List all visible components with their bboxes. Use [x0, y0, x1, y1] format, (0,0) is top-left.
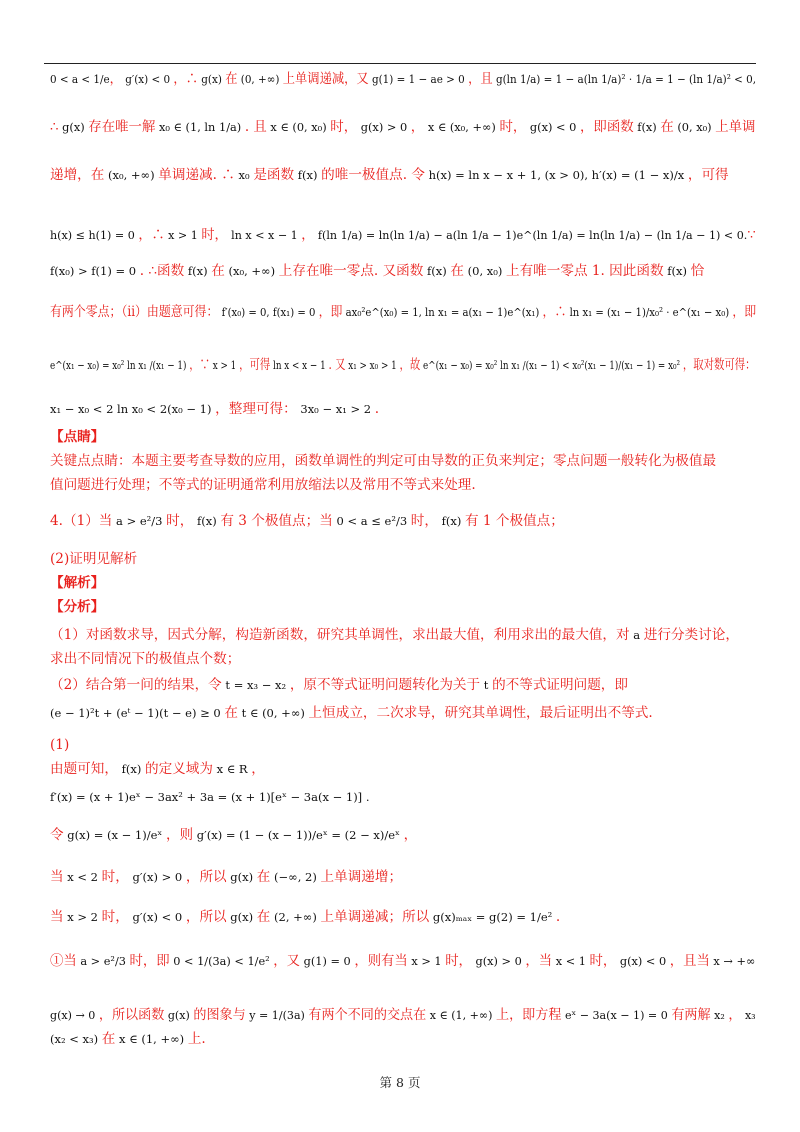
text-span: ，取对数可得：: [682, 357, 756, 373]
text-span: ，: [301, 227, 315, 243]
text-line: [50, 550, 756, 568]
text-span: 时，: [499, 119, 527, 135]
text-span: (1): [50, 737, 70, 753]
text-span: 上有唯一零点 1. 因此函数: [506, 263, 664, 279]
math-formula: 0 < a < 1/e: [50, 72, 110, 86]
text-span: 在: [450, 263, 464, 279]
math-formula: x → +∞: [709, 954, 756, 968]
text-span: ，所以: [185, 869, 227, 885]
text-span: 求出不同情况下的极值点个数；: [50, 651, 241, 667]
math-formula: x₁ − x₀ < 2 ln x₀ < 2(x₀ − 1): [50, 402, 216, 416]
text-span: 在: [256, 909, 271, 925]
text-line: [50, 226, 756, 244]
math-formula: f(x): [193, 514, 221, 528]
math-formula: y = 1/(3a): [245, 1008, 309, 1022]
text-span: ，故: [399, 357, 421, 373]
math-formula: g′(x) < 0: [121, 72, 174, 86]
math-formula: g(x) = (x − 1)/eˣ: [63, 828, 166, 842]
math-formula: g′(x) < 0: [128, 910, 186, 924]
math-formula: (0, x₀): [463, 264, 506, 278]
text-line: [50, 400, 756, 418]
text-span: ∵: [747, 227, 756, 243]
text-span: （1）对函数求导，因式分解，构造新函数，研究其单调性，求出最大值，利用求出的最大值，对: [50, 627, 630, 643]
text-line: [50, 952, 756, 970]
text-span: ，所以: [185, 909, 227, 925]
math-formula: g′(x) = (1 − (x − 1))/eˣ = (2 − x)/eˣ: [193, 828, 404, 842]
text-span: 时，: [445, 953, 472, 969]
text-span: 的定义域为: [145, 761, 213, 777]
math-formula: 3x₀ − x₁ > 2: [296, 402, 375, 416]
text-span: 令: [50, 827, 64, 843]
math-formula: g(ln 1/a) = 1 − a(ln 1/a)² · 1/a = 1 − (ln 1/a)² < 0,: [492, 72, 757, 86]
text-span: ，可得: [239, 357, 271, 373]
math-formula: g(1) = 0: [300, 954, 355, 968]
text-span: ，即函数: [579, 119, 634, 135]
text-span: ，所以函数: [98, 1007, 165, 1023]
math-formula: g(x) → 0: [50, 1008, 99, 1022]
text-span: 在: [224, 705, 238, 721]
text-span: ，: [109, 71, 122, 87]
math-formula: ln x < x − 1: [270, 358, 329, 372]
math-formula: g(x): [226, 870, 257, 884]
text-span: 有 3 个极值点；当: [220, 513, 333, 529]
math-formula: (0, x₀): [673, 120, 716, 134]
text-span: ，则有当: [354, 953, 408, 969]
math-formula: g(x)ₘₐₓ = g(2) = 1/e²: [429, 910, 556, 924]
text-line: [50, 1006, 756, 1024]
math-formula: x ∈ (x₀, +∞): [424, 120, 500, 134]
text-span: 是函数: [253, 167, 295, 183]
math-formula: f(x₀) > f(1) = 0: [50, 264, 140, 278]
math-formula: ln x₁ = (x₁ − 1)/x₀² · e^(x₁ − x₀): [566, 305, 733, 319]
text-line: [50, 303, 757, 321]
text-span: 递增，在: [50, 167, 105, 183]
math-formula: h(x) = ln x − x + 1, (x > 0), h′(x) = (1 − x)/x: [424, 168, 688, 182]
math-formula: f(x): [117, 762, 145, 776]
text-span: . 又: [328, 357, 346, 373]
text-span: 有 1 个极值点；: [465, 513, 564, 529]
math-formula: g(x): [197, 72, 226, 86]
text-span: 时，: [410, 513, 438, 529]
text-line: [50, 452, 756, 470]
text-span: 有两个不同的交点在: [308, 1007, 427, 1023]
text-span: ，即: [732, 304, 757, 320]
math-formula: x₀ ∈ (1, ln 1/a): [155, 120, 245, 134]
text-line: [50, 356, 756, 374]
text-line: [50, 262, 756, 280]
text-span: .: [555, 909, 561, 925]
text-span: （2）结合第一问的结果，令: [50, 677, 222, 693]
text-span: 的不等式证明问题，即: [492, 677, 628, 693]
math-formula: g′(x) > 0: [128, 870, 186, 884]
text-line: [50, 704, 756, 722]
math-formula: x₃: [741, 1008, 756, 1022]
text-span: 上恒成立，二次求导，研究其单调性，最后证明出不等式.: [308, 705, 653, 721]
math-formula: (e − 1)²t + (eᵗ − 1)(t − e) ≥ 0: [50, 706, 225, 720]
text-span: 时，: [330, 119, 358, 135]
text-span: ，则: [165, 827, 194, 843]
text-span: 有两解: [671, 1007, 711, 1023]
math-formula: g(x): [164, 1008, 194, 1022]
text-span: 时，: [166, 513, 194, 529]
text-span: 在: [660, 119, 674, 135]
math-formula: t = x₃ − x₂: [221, 678, 290, 692]
text-span: 时，: [101, 909, 129, 925]
text-span: 上单调: [715, 119, 756, 135]
text-span: ，又: [273, 953, 301, 969]
math-formula: x > 1: [407, 954, 446, 968]
text-span: ，原不等式证明问题转化为关于: [289, 677, 481, 693]
text-span: ，: [251, 761, 265, 777]
math-formula: x > 2: [63, 910, 102, 924]
math-formula: t: [480, 678, 493, 692]
text-line: [50, 428, 756, 446]
math-formula: g(x) < 0: [616, 954, 670, 968]
text-line: [50, 736, 756, 754]
math-formula: (x₂ < x₃): [50, 1032, 102, 1046]
text-line: [50, 676, 756, 694]
math-formula: g(1) = 1 − ae > 0: [368, 72, 469, 86]
text-line: [50, 166, 756, 184]
math-formula: e^(x₁ − x₀) = x₀² ln x₁ /(x₁ − 1) < x₀²(x₁ − 1)/(x₁ − 1) = x₀²: [420, 358, 683, 372]
math-formula: a > e²/3: [112, 514, 167, 528]
text-span: ，整理可得：: [215, 401, 297, 417]
text-span: ，∴: [138, 227, 165, 243]
text-line: [50, 70, 757, 88]
math-formula: f′(x) = (x + 1)eˣ − 3ax² + 3a = (x + 1)[eˣ − 3a(x − 1)] .: [50, 790, 370, 804]
text-span: ，: [410, 119, 425, 135]
math-formula: t ∈ (0, +∞): [237, 706, 309, 720]
text-span: 时，即: [129, 953, 170, 969]
math-formula: (x₀, +∞): [224, 264, 279, 278]
math-formula: x < 1: [552, 954, 590, 968]
math-formula: f(ln 1/a) = ln(ln 1/a) − a(ln 1/a − 1)e^(ln 1/a) = ln(ln 1/a) − (ln 1/a − 1) < 0.: [314, 228, 748, 242]
math-formula: f(x): [633, 120, 661, 134]
text-span: 的图象与: [193, 1007, 246, 1023]
math-formula: f(x): [184, 264, 212, 278]
text-span: . 且: [244, 119, 267, 135]
text-span: 【点睛】: [50, 429, 105, 445]
text-span: .: [374, 401, 380, 417]
text-span: 当: [50, 909, 64, 925]
text-span: 时，: [589, 953, 617, 969]
math-formula: g(x) > 0: [357, 120, 411, 134]
text-span: ，且当: [669, 953, 710, 969]
math-formula: (x₀, +∞): [104, 168, 159, 182]
text-span: 上单调递增；: [320, 869, 403, 885]
math-formula: x ∈ (1, +∞): [426, 1008, 496, 1022]
math-formula: g(x) > 0: [471, 954, 526, 968]
text-span: 值问题进行处理；不等式的证明通常利用放缩法以及常用不等式来处理.: [50, 477, 476, 493]
text-span: 在: [211, 263, 225, 279]
math-formula: e^(x₁ − x₀) = x₀² ln x₁ /(x₁ − 1): [50, 358, 190, 372]
math-formula: g(x): [58, 120, 89, 134]
math-formula: f(x): [423, 264, 451, 278]
text-span: 存在唯一解: [88, 119, 156, 135]
math-formula: x₂: [710, 1008, 729, 1022]
text-span: ，当: [525, 953, 553, 969]
text-span: 有两个零点；（ii）由题意可得：: [50, 304, 219, 320]
page-number: 第 8 页: [379, 1075, 421, 1090]
text-line: [50, 476, 756, 494]
math-formula: f′(x₀) = 0, f(x₁) = 0: [218, 305, 319, 319]
math-formula: f(x): [294, 168, 322, 182]
text-span: 时，: [101, 869, 129, 885]
text-span: 由题可知，: [50, 761, 118, 777]
math-formula: a > e²/3: [76, 954, 130, 968]
math-formula: (2, +∞): [270, 910, 321, 924]
text-line: [50, 626, 756, 644]
text-line: [50, 1030, 756, 1048]
text-span: 恰: [690, 263, 705, 279]
math-formula: x > 1: [164, 228, 202, 242]
text-span: 4.（1）当: [50, 513, 113, 529]
math-formula: ln x < x − 1: [227, 228, 302, 242]
text-span: ，且: [468, 71, 493, 87]
math-formula: x₀: [234, 168, 254, 182]
text-line: [50, 650, 756, 668]
text-span: ，: [728, 1007, 742, 1023]
text-span: 进行分类讨论，: [643, 627, 739, 643]
text-span: ①当: [50, 953, 77, 969]
text-line: [50, 908, 756, 926]
text-span: 上.: [187, 1031, 206, 1047]
text-span: ，可得: [687, 167, 729, 183]
math-formula: 0 < 1/(3a) < 1/e²: [169, 954, 274, 968]
text-line: [50, 598, 756, 616]
text-line: [50, 788, 756, 806]
text-line: [50, 826, 756, 844]
math-formula: f(x): [663, 264, 691, 278]
text-line: [50, 574, 756, 592]
text-span: 上单调递减；所以: [320, 909, 430, 925]
math-formula: 0 < a ≤ e²/3: [332, 514, 411, 528]
text-span: ，∴: [542, 304, 567, 320]
text-span: ，即: [318, 304, 343, 320]
math-formula: eˣ − 3a(x − 1) = 0: [561, 1008, 672, 1022]
text-span: 在: [225, 71, 238, 87]
text-span: 上，即方程: [495, 1007, 562, 1023]
math-formula: ax₀²e^(x₀) = 1, ln x₁ = a(x₁ − 1)e^(x₁): [342, 305, 543, 319]
text-span: 时，: [201, 227, 228, 243]
math-formula: h(x) ≤ h(1) = 0: [50, 228, 139, 242]
text-line: [50, 118, 756, 136]
math-formula: x ∈ (0, x₀): [266, 120, 331, 134]
math-formula: x < 2: [63, 870, 102, 884]
text-span: 单调递减. ∴: [158, 167, 235, 183]
text-span: 在: [256, 869, 271, 885]
text-line: [50, 868, 756, 886]
text-span: 【分析】: [50, 599, 105, 615]
math-formula: x > 1: [209, 358, 240, 372]
math-formula: x ∈ (1, +∞): [115, 1032, 188, 1046]
text-span: 关键点点睛：本题主要考查导数的应用，函数单调性的判定可由导数的正负来判定；零点问题一般转化为极值最: [50, 453, 717, 469]
math-formula: (−∞, 2): [270, 870, 321, 884]
text-span: ，∴: [173, 71, 198, 87]
math-formula: f(x): [437, 514, 466, 528]
math-formula: g(x) < 0: [526, 120, 580, 134]
text-span: ∴: [50, 119, 59, 135]
text-span: 当: [50, 869, 64, 885]
math-formula: (0, +∞): [237, 72, 283, 86]
text-span: 上存在唯一零点. 又函数: [278, 263, 424, 279]
text-line: [50, 512, 756, 530]
text-span: ，: [403, 827, 418, 843]
text-span: 上单调递减，又: [282, 71, 369, 87]
text-span: 【解析】: [50, 575, 105, 591]
header-rule: [44, 63, 756, 64]
math-formula: x₁ > x₀ > 1: [345, 358, 400, 372]
text-span: 的唯一极值点. 令: [321, 167, 425, 183]
math-formula: a: [629, 628, 644, 642]
text-line: [50, 760, 756, 778]
text-span: . ∴函数: [139, 263, 185, 279]
text-span: (2)证明见解析: [50, 551, 138, 567]
math-formula: g(x): [226, 910, 257, 924]
text-span: ，∵: [189, 357, 210, 373]
text-span: 在: [101, 1031, 116, 1047]
math-formula: x ∈ R: [212, 762, 252, 776]
